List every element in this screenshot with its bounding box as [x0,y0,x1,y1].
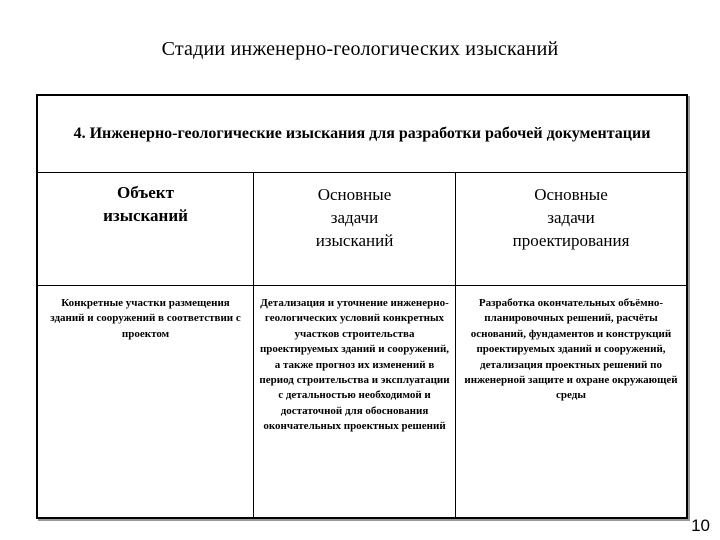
column-survey-tasks [254,173,456,517]
column-design-tasks [456,173,686,517]
slide-title: Стадии инженерно-геологических изысканий [161,38,559,60]
column-header-line: задачи [330,208,379,227]
column-header [38,173,253,286]
column-body: Детализация и уточнение инженерно-геологических условий конкретных участков строительства проектируемых зданий и сооружений, а также прогноз их изменений в период строительства и эксплуатации с детальностью необходимой и достаточной для обоснования окончательных проектных решений [259,297,450,433]
column-survey-object [38,173,254,517]
columns-row [38,173,686,517]
column-header [254,173,455,286]
column-header-line: Основные [317,185,392,204]
column-header-line: изысканий [315,231,394,250]
column-header-line: изысканий [103,206,188,225]
column-body: Конкретные участки размещения зданий и сооружений в соответствии с проектом [50,297,241,340]
column-header-line: задачи [547,208,595,227]
stage-table [36,94,688,519]
column-header [456,173,686,286]
page-number: 10 [691,516,710,535]
column-header-line: проектирования [512,231,630,250]
stage-title: 4. Инженерно-геологические изыскания для разработки рабочей документации [38,96,686,173]
column-header-line: Объект [117,183,174,202]
column-header-line: Основные [534,185,608,204]
column-body: Разработка окончательных объёмно-планировочных решений, расчёты оснований, фундаментов и конструкций проектируемых зданий и сооружений, детализация проектных решений по инженерной защите и охране окружающей среды [464,297,678,402]
